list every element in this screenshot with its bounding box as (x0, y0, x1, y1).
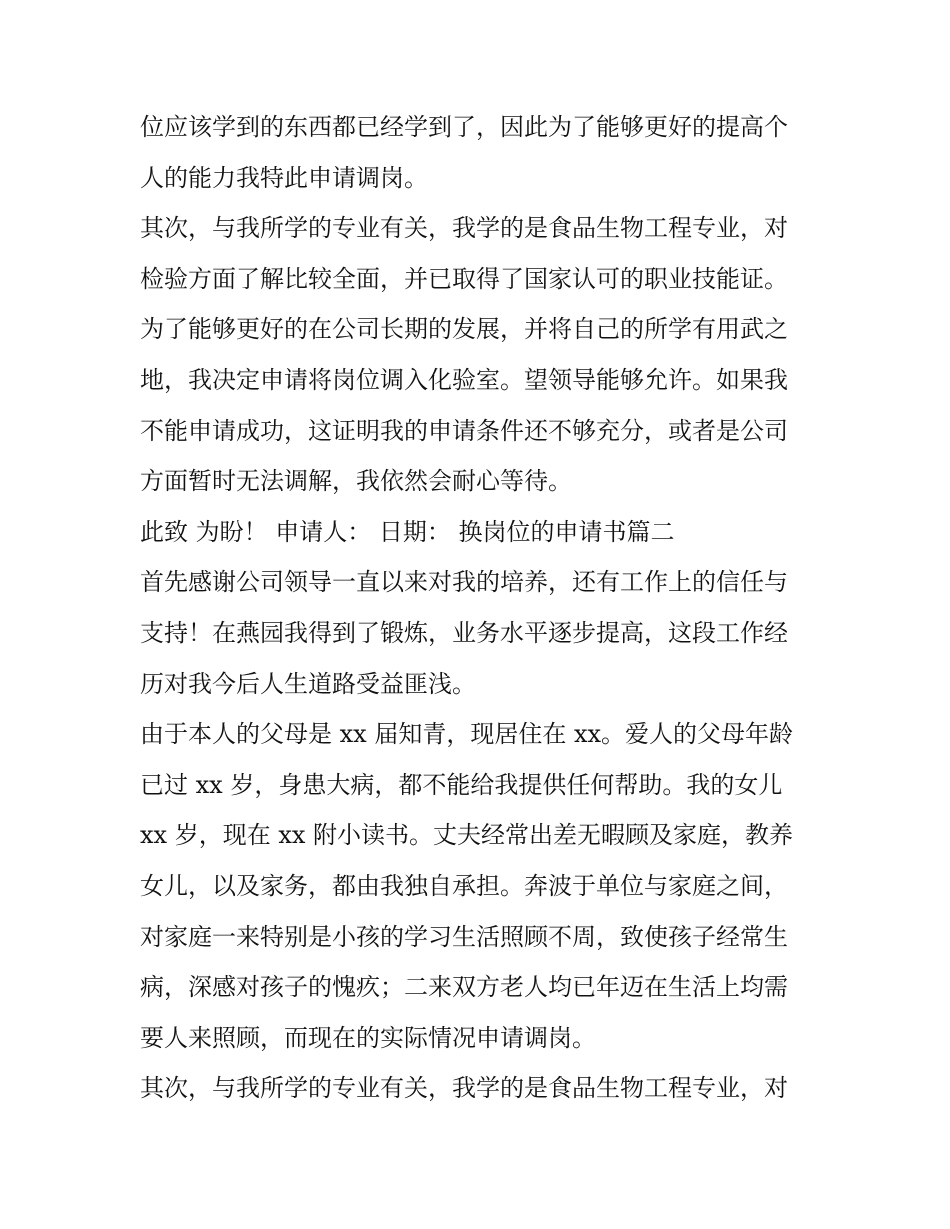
text-line: 女儿，以及家务，都由我独自承担。奔波于单位与家庭之间， (140, 871, 788, 900)
text-line: 已过 xx 岁，身患大病，都不能给我提供任何帮助。我的女儿 (140, 770, 783, 799)
text-line: 此致 为盼！ 申请人： 日期： 换岗位的申请书篇二 (140, 517, 675, 546)
text-line: xx 岁，现在 xx 附小读书。丈夫经常出差无暇顾及家庭，教养 (140, 821, 794, 850)
text-line: 不能申请成功，这证明我的申请条件还不够充分，或者是公司 (140, 416, 788, 445)
text-line: 首先感谢公司领导一直以来对我的培养，还有工作上的信任与 (140, 568, 788, 597)
text-line: 由于本人的父母是 xx 届知青，现居住在 xx。爱人的父母年龄 (140, 720, 794, 749)
text-line: 历对我今后人生道路受益匪浅。 (140, 669, 476, 698)
text-line: 对家庭一来特别是小孩的学习生活照顾不周，致使孩子经常生 (140, 922, 788, 951)
text-line: 为了能够更好的在公司长期的发展，并将自己的所学有用武之 (140, 315, 788, 344)
text-line: 人的能力我特此申请调岗。 (140, 163, 428, 192)
text-line: 其次，与我所学的专业有关，我学的是食品生物工程专业，对 (140, 214, 788, 243)
text-line: 要人来照顾，而现在的实际情况申请调岗。 (140, 1023, 596, 1052)
text-line: 地，我决定申请将岗位调入化验室。望领导能够允许。如果我 (140, 365, 788, 394)
text-line: 检验方面了解比较全面，并已取得了国家认可的职业技能证。 (140, 264, 788, 293)
text-line: 支持！在燕园我得到了锻炼，业务水平逐步提高，这段工作经 (140, 618, 788, 647)
text-line: 位应该学到的东西都已经学到了，因此为了能够更好的提高个 (140, 113, 788, 141)
document-body (140, 102, 820, 1114)
text-line: 其次，与我所学的专业有关，我学的是食品生物工程专业，对 (140, 1074, 788, 1103)
text-line: 方面暂时无法调解，我依然会耐心等待。 (140, 467, 572, 496)
text-line: 病，深感对孩子的愧疚；二来双方老人均已年迈在生活上均需 (140, 973, 788, 1002)
